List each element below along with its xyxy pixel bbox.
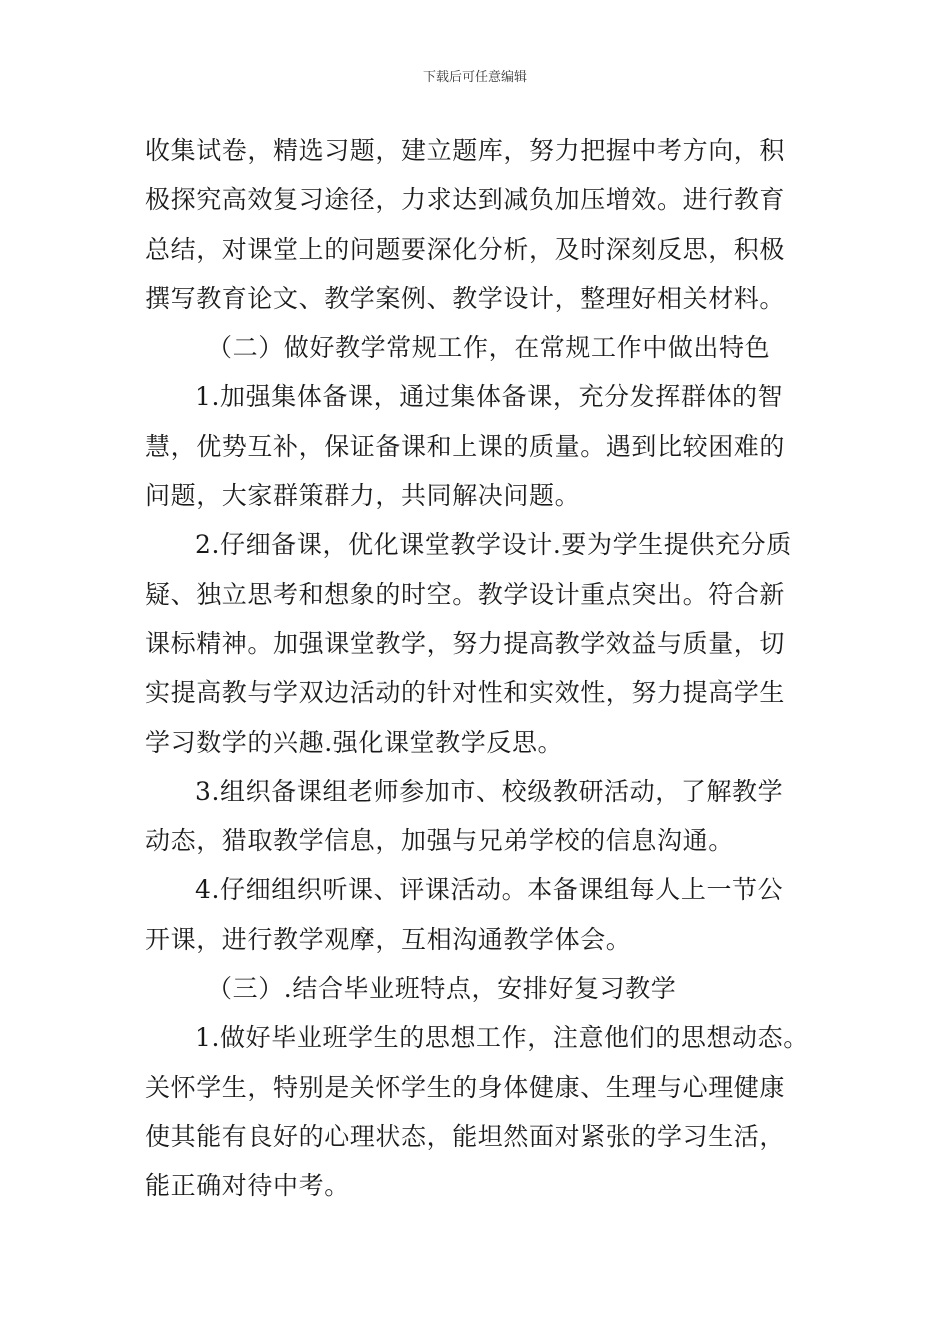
paragraph-line: 2.仔细备课，优化课堂教学设计.要为学生提供充分质: [195, 530, 792, 560]
paragraph-line: 慧，优势互补，保证备课和上课的质量。遇到比较困难的: [145, 431, 786, 461]
paragraph-line: 撰写教育论文、教学案例、教学设计，整理好相关材料。: [145, 283, 786, 313]
page-header-note: 下载后可任意编辑: [422, 70, 527, 85]
paragraph-line: 实提高教与学双边活动的针对性和实效性，努力提高学生: [145, 678, 786, 708]
paragraph-line: 总结，对课堂上的问题要深化分析，及时深刻反思，积极: [145, 234, 786, 264]
section-heading-2: （二）做好教学常规工作，在常规工作中做出特色: [207, 333, 771, 363]
paragraph-line: 1.做好毕业班学生的思想工作，注意他们的思想动态。: [195, 1023, 809, 1053]
section-heading-3: （三）.结合毕业班特点，安排好复习教学: [207, 974, 677, 1004]
paragraph-line: 问题，大家群策群力，共同解决问题。: [145, 481, 581, 511]
paragraph-line: 能正确对待中考。: [145, 1171, 350, 1201]
paragraph-line: 使其能有良好的心理状态，能坦然面对紧张的学习生活，: [145, 1121, 786, 1151]
paragraph-line: 动态，猎取教学信息，加强与兄弟学校的信息沟通。: [145, 826, 734, 856]
paragraph-line: 课标精神。加强课堂教学，努力提高教学效益与质量，切: [145, 628, 786, 658]
paragraph-line: 学习数学的兴趣.强化课堂教学反思。: [145, 727, 564, 757]
paragraph-line: 开课，进行教学观摩，互相沟通教学体会。: [145, 924, 632, 954]
paragraph-line: 疑、独立思考和想象的时空。教学设计重点突出。符合新: [145, 579, 786, 609]
paragraph-line: 极探究高效复习途径，力求达到减负加压增效。进行教育: [145, 185, 786, 215]
paragraph-line: 1.加强集体备课，通过集体备课，充分发挥群体的智: [195, 382, 784, 412]
paragraph-line: 3.组织备课组老师参加市、校级教研活动，了解教学: [195, 776, 784, 806]
paragraph-line: 4.仔细组织听课、评课活动。本备课组每人上一节公: [195, 875, 784, 905]
paragraph-line: 关怀学生，特别是关怀学生的身体健康、生理与心理健康: [145, 1072, 786, 1102]
paragraph-line: 收集试卷，精选习题，建立题库，努力把握中考方向，积: [145, 136, 786, 165]
document-body: [145, 126, 825, 1211]
